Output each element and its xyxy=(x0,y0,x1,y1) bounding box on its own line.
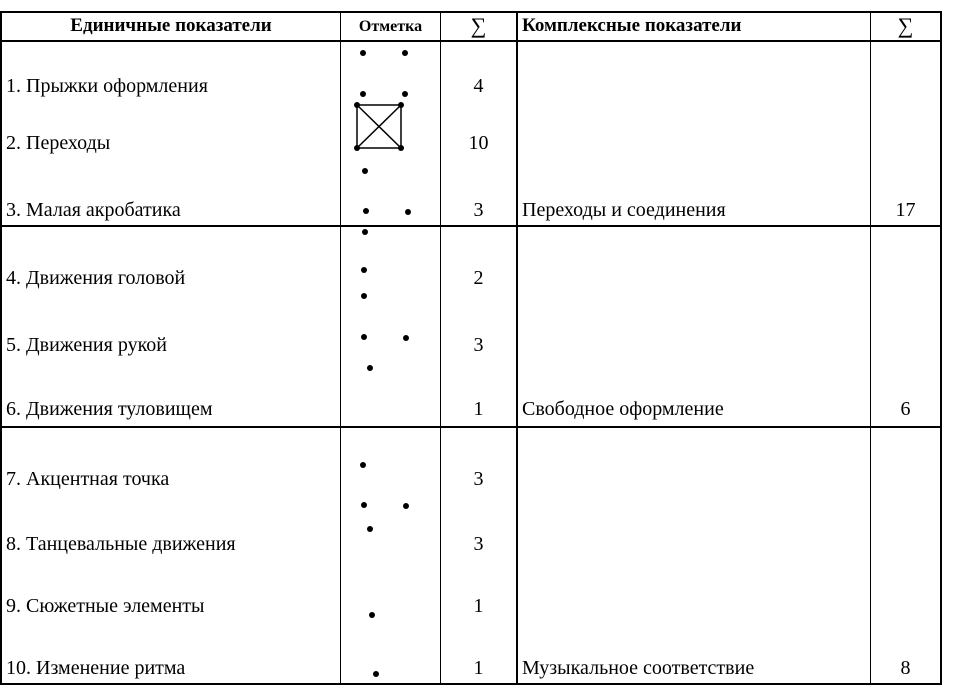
row-1-label: 1. Прыжки оформления xyxy=(6,75,208,97)
row-2-sum: 10 xyxy=(468,132,489,154)
row-7-label: 7. Акцентная точка xyxy=(6,468,170,490)
row-8-sum: 3 xyxy=(473,533,484,555)
header-complex-sum: ∑ xyxy=(897,13,914,38)
table-border-left xyxy=(0,11,2,685)
complex-3-sum: 8 xyxy=(900,657,911,679)
row-10-sum: 1 xyxy=(473,657,484,679)
row-2-label: 2. Переходы xyxy=(6,132,111,154)
tally-dot xyxy=(362,168,368,174)
complex-3-label: Музыкальное соответствие xyxy=(522,657,755,679)
column-divider-complex-sum xyxy=(870,11,871,685)
complex-1-sum: 17 xyxy=(895,199,916,221)
tally-ten-box-icon xyxy=(352,100,408,156)
tally-dot xyxy=(367,365,373,371)
row-10-label: 10. Изменение ритма xyxy=(6,657,186,679)
group-separator-1 xyxy=(0,225,942,227)
row-1-sum: 4 xyxy=(473,75,484,97)
complex-2-label: Свободное оформление xyxy=(522,398,724,420)
row-8-label: 8. Танцевальные движения xyxy=(6,533,236,555)
row-9-label: 9. Сюжетные элементы xyxy=(6,595,205,617)
header-mark: Отметка xyxy=(358,18,423,35)
table-border-right xyxy=(940,11,942,685)
row-3-label: 3. Малая акробатика xyxy=(6,199,181,221)
tally-dot xyxy=(403,335,409,341)
tally-dot xyxy=(361,334,367,340)
complex-1-label: Переходы и соединения xyxy=(522,199,726,221)
group-separator-2 xyxy=(0,426,942,428)
header-complex-indicators: Комплексные показатели xyxy=(522,15,742,36)
header-separator xyxy=(0,40,942,42)
tally-dot xyxy=(361,267,367,273)
row-5-label: 5. Движения рукой xyxy=(6,334,167,356)
row-6-label: 6. Движения туловищем xyxy=(6,398,213,420)
row-3-sum: 3 xyxy=(473,199,484,221)
tally-dot xyxy=(403,503,409,509)
tally-dot xyxy=(360,462,366,468)
tally-dot xyxy=(362,229,368,235)
complex-2-sum: 6 xyxy=(900,398,911,420)
row-9-sum: 1 xyxy=(473,595,484,617)
column-divider-mark xyxy=(340,11,341,685)
table-border-bottom xyxy=(0,683,942,685)
header-sum: ∑ xyxy=(470,13,487,38)
tally-dot xyxy=(402,50,408,56)
tally-dot xyxy=(360,50,366,56)
tally-dot xyxy=(402,91,408,97)
tally-dot xyxy=(361,293,367,299)
row-6-sum: 1 xyxy=(473,398,484,420)
tally-dot xyxy=(405,209,411,215)
tally-dot xyxy=(367,526,373,532)
tally-dot xyxy=(363,208,369,214)
header-unit-indicators: Единичные показатели xyxy=(70,15,272,36)
row-7-sum: 3 xyxy=(473,468,484,490)
tally-dot xyxy=(361,502,367,508)
column-divider-complex xyxy=(516,11,518,685)
row-4-label: 4. Движения головой xyxy=(6,267,186,289)
tally-dot xyxy=(373,671,379,677)
tally-dot xyxy=(360,91,366,97)
row-5-sum: 3 xyxy=(473,334,484,356)
tally-dot xyxy=(369,612,375,618)
row-4-sum: 2 xyxy=(473,267,484,289)
